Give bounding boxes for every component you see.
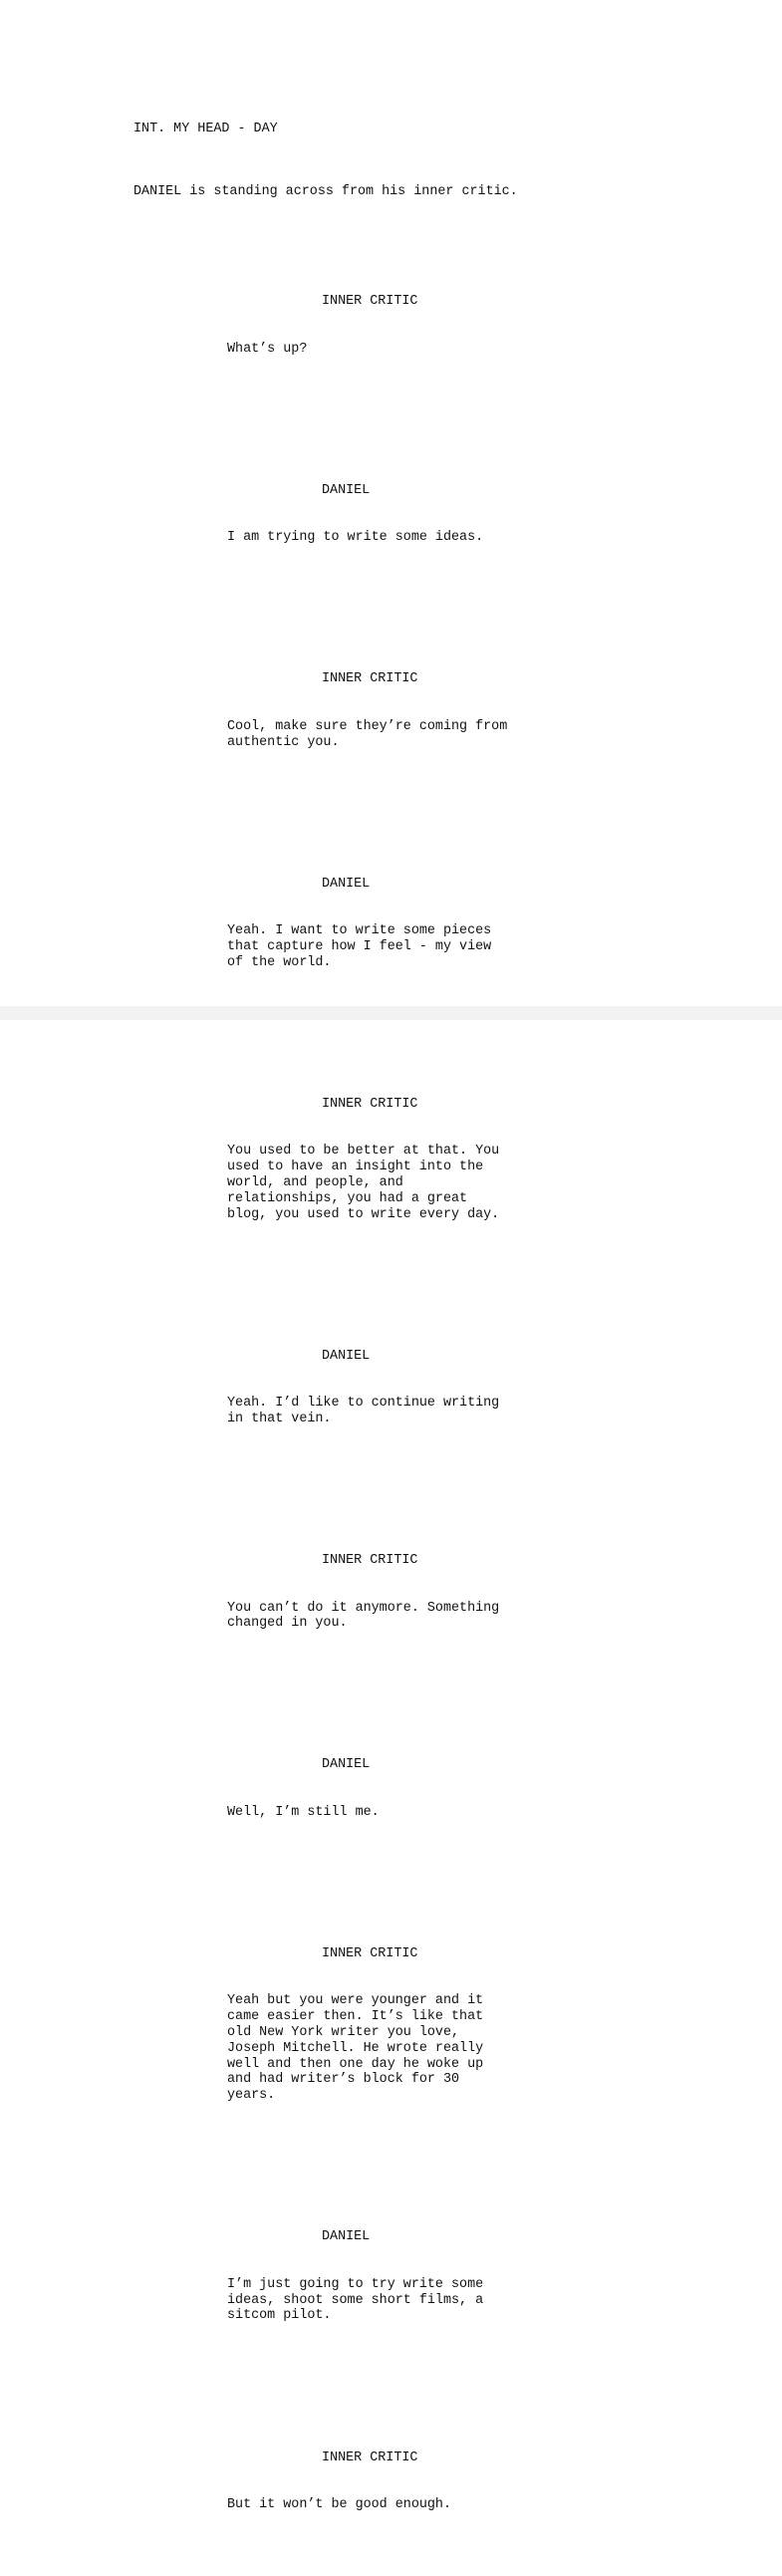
- character-name: DANIEL: [322, 1348, 371, 1364]
- dialogue-text: Yeah. I want to write some pieces that capture how I feel - my view of the world.: [227, 923, 492, 970]
- character-name: INNER CRITIC: [322, 1553, 418, 1569]
- dialogue-text: Cool, make sure they’re coming from authentic you.: [227, 718, 508, 750]
- scene-heading: INT. MY HEAD - DAY: [133, 121, 278, 136]
- character-name: INNER CRITIC: [322, 2449, 418, 2465]
- dialogue-block: [133, 641, 691, 782]
- dialogue-text: But it won’t be good enough.: [227, 2496, 451, 2512]
- character-name: INNER CRITIC: [322, 1097, 418, 1112]
- dialogue-block: [133, 1317, 691, 1458]
- dialogue-block: [133, 451, 691, 577]
- character-name: DANIEL: [322, 1757, 371, 1773]
- screenplay-body: [133, 90, 691, 2576]
- character-name: INNER CRITIC: [322, 294, 418, 310]
- character-name: DANIEL: [322, 2229, 371, 2245]
- character-name: DANIEL: [322, 876, 371, 892]
- dialogue-text: Well, I’m still me.: [227, 1804, 380, 1820]
- dialogue-text: You can’t do it anymore. Something changed in you.: [227, 1600, 500, 1632]
- action-line: DANIEL is standing across from his inner critic.: [133, 183, 518, 199]
- character-name: DANIEL: [322, 482, 371, 498]
- dialogue-block: [133, 1522, 691, 1664]
- dialogue-block: [133, 2198, 691, 2356]
- dialogue-text: I’m just going to try write some ideas, shoot some short films, a sitcom pilot.: [227, 2276, 484, 2324]
- dialogue-block: [133, 1726, 691, 1852]
- dialogue-text: Yeah but you were younger and it came easier then. It’s like that old New York writer you love, Joseph Mitchell. He wrote really well and then one day he woke up and had writer’s block for 30 years.: [227, 1993, 484, 2104]
- dialogue-block: [133, 1915, 691, 2135]
- dialogue-block: [133, 1065, 691, 1254]
- dialogue-block: [133, 263, 691, 388]
- dialogue-text: What’s up?: [227, 341, 308, 357]
- dialogue-text: Yeah. I’d like to continue writing in that vein.: [227, 1396, 500, 1426]
- character-name: INNER CRITIC: [322, 671, 418, 687]
- page-bottom-edge: [0, 1006, 782, 1020]
- dialogue-block: [133, 2419, 691, 2544]
- character-name: INNER CRITIC: [322, 1946, 418, 1962]
- dialogue-text: You used to be better at that. You used to have an insight into the world, and people, and relationships, you had a great blog, you used to write every day.: [227, 1144, 500, 1222]
- dialogue-text: I am trying to write some ideas.: [227, 530, 484, 546]
- dialogue-block: [133, 845, 691, 1002]
